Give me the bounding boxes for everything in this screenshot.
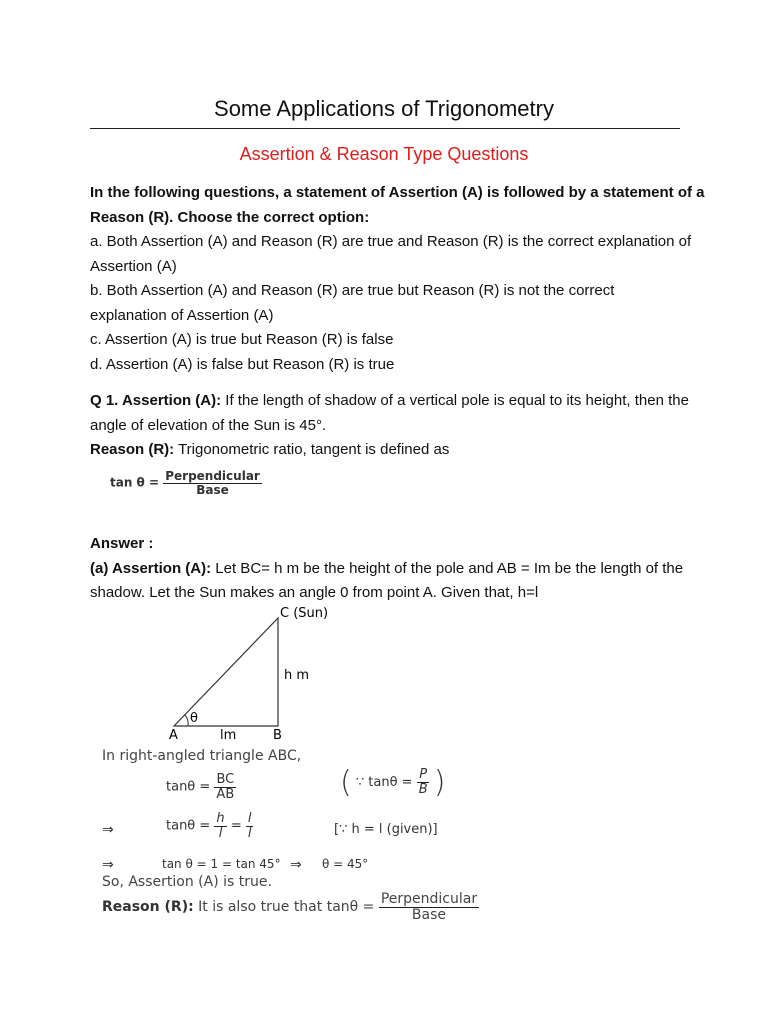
intro-line-1: In the following questions, a statement of Assertion (A) is followed by a statement of a	[90, 184, 705, 201]
reason-fraction	[379, 892, 479, 922]
conclusion: So, Assertion (A) is true.	[102, 874, 272, 890]
q1-line-1	[90, 389, 689, 414]
title-divider	[90, 128, 680, 129]
note1-fraction	[417, 768, 430, 796]
equation-2	[166, 812, 253, 840]
option-b-line-1: b. Both Assertion (A) and Reason (R) are true but Reason (R) is not the correct	[90, 282, 615, 299]
label-theta: θ	[190, 711, 198, 726]
question-1-block	[90, 389, 689, 463]
note1-close-paren: )	[433, 765, 446, 800]
note1-numerator: P	[419, 767, 428, 783]
formula-fraction	[163, 470, 262, 496]
equation-1	[166, 773, 236, 801]
answer-text-1: Let BC= h m be the height of the pole and AB = Im be the length of the	[211, 559, 684, 577]
formula-lhs: tan θ =	[110, 475, 160, 490]
solution-intro: In right-angled triangle ABC,	[102, 748, 302, 764]
eq2-fraction-1	[214, 812, 226, 840]
eq1-denominator: AB	[216, 786, 235, 802]
instructions-block	[90, 181, 705, 377]
q1-label: Q 1. Assertion (A):	[90, 392, 222, 409]
eq1-numerator: BC	[216, 772, 235, 787]
option-d: d. Assertion (A) is false but Reason (R) is true	[90, 355, 395, 373]
reason-statement	[102, 892, 479, 922]
q1-reason-text: Trigonometric ratio, tangent is defined as	[174, 441, 450, 458]
q1-text-1: If the length of shadow of a vertical pole is equal to its height, then the	[221, 392, 689, 409]
answer-line-1	[90, 557, 682, 582]
q1-reason-label: Reason (R):	[90, 441, 175, 458]
label-c-sun: C (Sun)	[280, 606, 329, 621]
eq2-denominator-2: l	[247, 825, 252, 841]
label-a: A	[169, 728, 178, 742]
label-b: B	[273, 728, 282, 742]
note1-denominator: B	[418, 782, 428, 797]
note1-prefix: ∵ tanθ =	[355, 775, 413, 790]
answer-block	[90, 532, 682, 606]
eq2-fraction-2	[246, 812, 254, 840]
eq2-numerator-1: h	[216, 811, 225, 826]
reason-label: Reason (R):	[102, 899, 194, 916]
answer-text-2: shadow. Let the Sun makes an angle 0 from point A. Given that, h=l	[90, 584, 539, 601]
eq2-lhs: tanθ =	[166, 818, 211, 834]
eq2-equals: =	[230, 818, 242, 834]
equation-3: tan θ = 1 = tan 45°	[162, 857, 281, 871]
note-1	[340, 765, 445, 800]
reason-lhs: tanθ =	[326, 899, 375, 916]
option-c: c. Assertion (A) is true but Reason (R) is false	[90, 331, 394, 348]
eq2-denominator-1: l	[218, 825, 223, 841]
angle-arc	[185, 715, 188, 726]
tangent-formula	[110, 470, 262, 496]
equation-3-result: θ = 45°	[322, 857, 369, 871]
intro-line-2: Reason (R). Choose the correct option:	[90, 208, 370, 226]
option-a-line-1: a. Both Assertion (A) and Reason (R) are true and Reason (R) is the correct explanation of	[90, 233, 692, 250]
eq1-fraction	[214, 773, 236, 801]
answer-label: Answer :	[90, 535, 154, 552]
note1-open-paren: (	[340, 765, 352, 800]
eq2-numerator-2: l	[247, 811, 252, 826]
reason-text: It is also true that	[193, 899, 327, 916]
reason-numerator: Perpendicular	[380, 891, 478, 907]
reason-denominator: Base	[411, 906, 447, 923]
note-2: [∵ h = l (given)]	[334, 822, 438, 837]
arrow-2: ⇒	[102, 857, 114, 873]
triangle-abc	[174, 618, 278, 726]
page-title: Some Applications of Trigonometry	[214, 96, 554, 121]
formula-numerator: Perpendicular	[165, 469, 260, 483]
option-a-line-2: Assertion (A)	[90, 257, 177, 275]
label-height: h m	[284, 668, 310, 683]
arrow-3: ⇒	[290, 857, 302, 873]
section-subtitle: Assertion & Reason Type Questions	[239, 144, 529, 164]
q1-text-2: angle of elevation of the Sun is 45°.	[90, 416, 327, 434]
label-length: lm	[220, 728, 237, 742]
answer-part-label: (a) Assertion (A):	[90, 559, 212, 577]
triangle-diagram	[160, 602, 340, 742]
formula-denominator: Base	[196, 482, 229, 497]
eq1-lhs: tanθ =	[166, 779, 211, 795]
option-b-line-2: explanation of Assertion (A)	[90, 306, 274, 324]
q1-reason-line	[90, 438, 682, 463]
arrow-1: ⇒	[102, 822, 114, 838]
